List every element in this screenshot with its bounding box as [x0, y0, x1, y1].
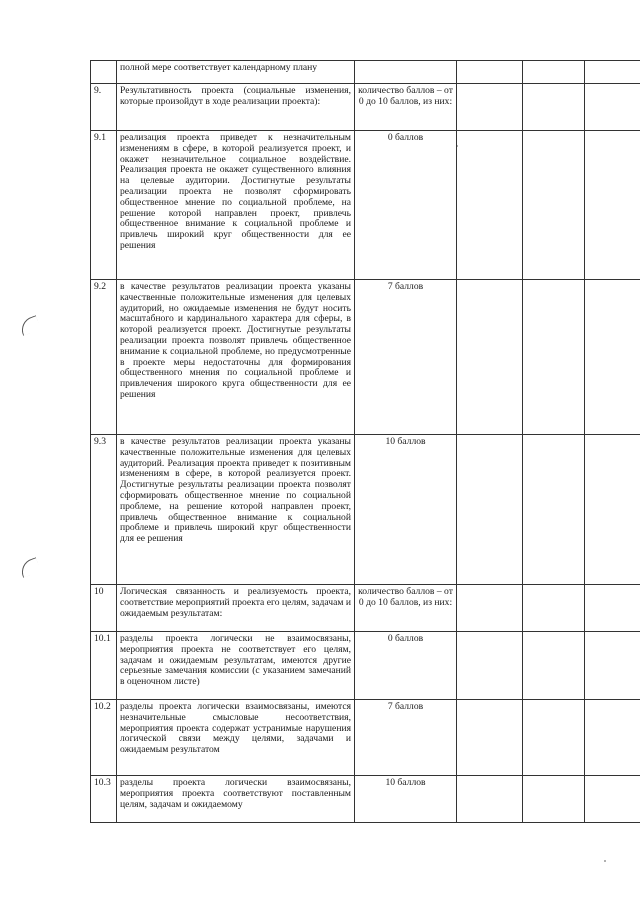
evaluation-cell	[457, 280, 523, 435]
criterion-number: 10	[91, 585, 117, 632]
criterion-number: 10.3	[91, 776, 117, 823]
evaluation-cell	[457, 632, 523, 700]
evaluation-cell	[457, 776, 523, 823]
evaluation-cell	[457, 131, 523, 280]
table-row	[91, 776, 640, 823]
criterion-score: 7 баллов	[355, 280, 457, 435]
evaluation-cell	[457, 700, 523, 776]
evaluation-cell	[523, 632, 585, 700]
evaluation-cell	[457, 435, 523, 585]
criterion-number: 9.3	[91, 435, 117, 585]
table-row	[91, 700, 640, 776]
evaluation-cell	[585, 776, 640, 823]
evaluation-cell	[585, 632, 640, 700]
criterion-score: 7 баллов	[355, 700, 457, 776]
evaluation-cell	[523, 280, 585, 435]
criterion-score: количество баллов – от 0 до 10 баллов, из них:	[355, 84, 457, 131]
evaluation-cell	[585, 435, 640, 585]
criterion-score	[355, 61, 457, 84]
evaluation-cell	[457, 585, 523, 632]
criterion-text: разделы проекта логически взаимосвязаны, мероприятия проекта соответствуют поставленным целям, задачам и ожидаемому	[117, 776, 355, 823]
table-row	[91, 84, 640, 131]
table-row	[91, 131, 640, 280]
criterion-text: реализация проекта приведет к незначительным изменениям в сфере, в которой реализуется проект, и окажет незначительное социальное воздействие. Реализация проекта не окажет существенного влияния на целевые аудитории. Достигнутые результаты реализации проекта не позволят сформировать общественное мнение по социальной проблеме, на решение которой направлен проект, привлечь общественное внимание к социальной проблеме и привлечь широкий круг общественности для ее решения	[117, 131, 355, 280]
criterion-text: Результативность проекта (социальные изменения, которые произойдут в ходе реализации проекта):	[117, 84, 355, 131]
evaluation-cell	[523, 61, 585, 84]
evaluation-cell	[523, 435, 585, 585]
criterion-number: 9.	[91, 84, 117, 131]
evaluation-criteria-table	[90, 60, 640, 823]
criterion-number: 9.2	[91, 280, 117, 435]
evaluation-cell	[585, 131, 640, 280]
criterion-text: в качестве результатов реализации проекта указаны качественные положительные изменения для целевых аудиторий. Реализация проекта приведет к позитивным изменениям в сфере, в которой реализуется проект. Достигнутые результаты реализации проекта позволят сформировать общественное мнение по социальной проблеме, на решение которой направлен проект, привлечь общественное внимание к социальной проблеме и привлечь широкий круг общественности для ее решения	[117, 435, 355, 585]
evaluation-cell	[523, 585, 585, 632]
criterion-number: 10.2	[91, 700, 117, 776]
criterion-text: разделы проекта логически взаимосвязаны, имеются незначительные смысловые несоответствия, мероприятия проекта содержат устранимые нарушения логической связи между целями, задачами и ожидаемым результатом	[117, 700, 355, 776]
evaluation-cell	[523, 84, 585, 131]
criterion-score: 0 баллов	[355, 632, 457, 700]
criterion-text: в качестве результатов реализации проекта указаны качественные положительные изменения для целевых аудиторий, но ожидаемые изменения не будут носить масштабного и кардинального характера для сферы, в которой реализуется проект. Достигнутые результаты реализации проекта позволят привлечь общественное внимание к социальной проблеме, но предусмотренные в проекте меры недостаточны для формирования общественного мнения по социальной проблеме и привлечения широкого круга общественности для ее решения	[117, 280, 355, 435]
evaluation-cell	[585, 84, 640, 131]
criterion-number	[91, 61, 117, 84]
margin-scan-mark	[18, 557, 41, 578]
evaluation-cell	[523, 700, 585, 776]
evaluation-cell	[585, 700, 640, 776]
table-row	[91, 61, 640, 84]
evaluation-cell	[585, 585, 640, 632]
table-row	[91, 585, 640, 632]
criterion-text: Логическая связанность и реализуемость проекта, соответствие мероприятий проекта его целям, задачам и ожидаемым результатам:	[117, 585, 355, 632]
evaluation-cell	[585, 280, 640, 435]
criterion-score: 10 баллов	[355, 776, 457, 823]
criterion-number: 9.1	[91, 131, 117, 280]
evaluation-cell	[523, 131, 585, 280]
criterion-number: 10.1	[91, 632, 117, 700]
evaluation-cell	[523, 776, 585, 823]
evaluation-cell	[457, 61, 523, 84]
criterion-text: полной мере соответствует календарному плану	[117, 61, 355, 84]
table-row	[91, 435, 640, 585]
margin-scan-mark	[18, 315, 41, 336]
criterion-score: 0 баллов	[355, 131, 457, 280]
criterion-score: 10 баллов	[355, 435, 457, 585]
criterion-text: разделы проекта логически не взаимосвязаны, мероприятия проекта не соответствует его целям, задачам и ожидаемым результатам, имеются другие серьезные замечания комиссии (с указанием замечаний в оценочном листе)	[117, 632, 355, 700]
scan-speck	[604, 860, 606, 862]
evaluation-cell	[457, 84, 523, 131]
table-row	[91, 632, 640, 700]
evaluation-cell	[585, 61, 640, 84]
criterion-score: количество баллов – от 0 до 10 баллов, из них:	[355, 585, 457, 632]
table-row	[91, 280, 640, 435]
